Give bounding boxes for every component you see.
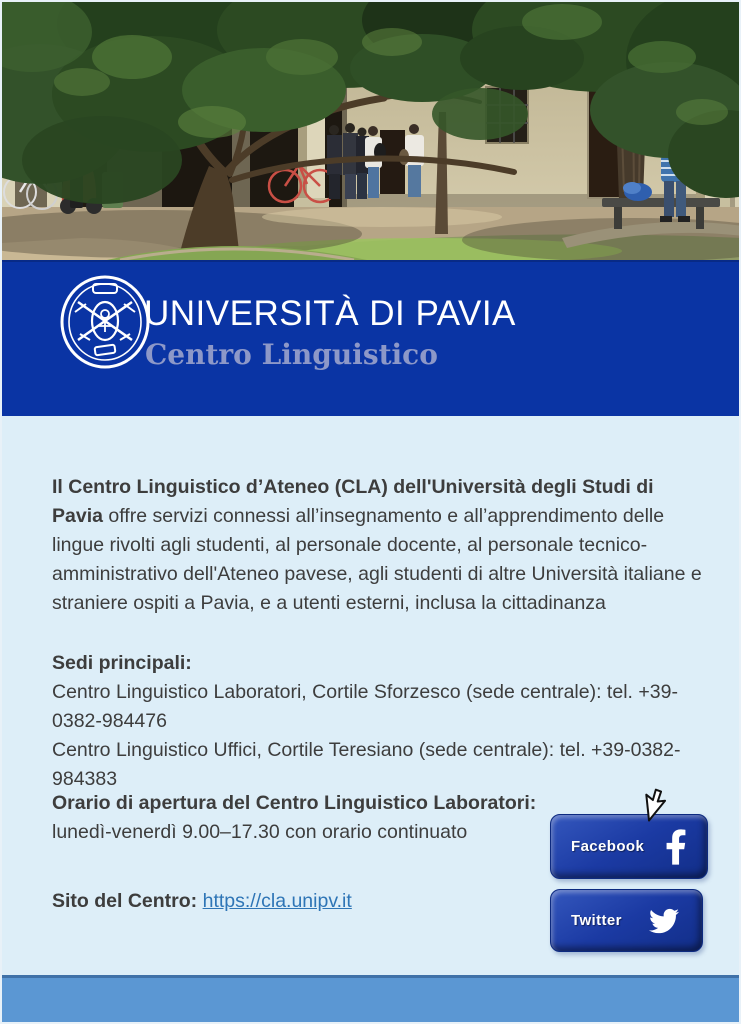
intro-bold-text: Il Centro Linguistico d’Ateneo (CLA) dell'Università degli Studi di Pavia [52,475,654,527]
orario-line: lunedì-venerdì 9.00–17.30 con orario continuato [52,821,468,843]
sedi-section [52,649,702,794]
facebook-button[interactable] [550,814,708,879]
facebook-f-icon [665,828,687,866]
facebook-button-label: Facebook [571,838,645,855]
intro-rest-text: offre servizi connessi all’insegnamento e all’apprendimento delle lingue rivolti agli studenti, al personale docente, al personale tecnico-amministrativo dell'Ateneo pavese, agli studenti di altre Università italiane e straniere ospiti a Pavia, e a utenti esterni, inclusa la cittadinanza [52,504,702,614]
sedi-line-uffici: Centro Linguistico Uffici, Cortile Teresiano (sede centrale): tel. +39-0382-984383 [52,739,681,790]
header-banner [2,260,741,418]
university-seal-icon [58,274,152,370]
sito-label: Sito del Centro: [52,890,203,912]
sedi-heading: Sedi principali: [52,652,192,674]
intro-paragraph [52,473,702,618]
footer-bar [2,975,741,1024]
center-subtitle: Centro Linguistico [145,338,438,371]
twitter-button[interactable] [550,889,703,952]
arrow-cursor-icon [629,776,678,826]
orario-heading: Orario di apertura del Centro Linguistico Laboratori: [52,792,537,814]
sedi-line-laboratori: Centro Linguistico Laboratori, Cortile Sforzesco (sede centrale): tel. +39-0382-984476 [52,681,678,732]
university-title: UNIVERSITÀ DI PAVIA [144,294,516,333]
site-link[interactable]: https://cla.unipv.it [202,890,352,912]
twitter-bird-icon [646,906,682,936]
content-area [2,416,741,975]
twitter-button-label: Twitter [571,912,622,929]
courtyard-photo [2,2,741,260]
